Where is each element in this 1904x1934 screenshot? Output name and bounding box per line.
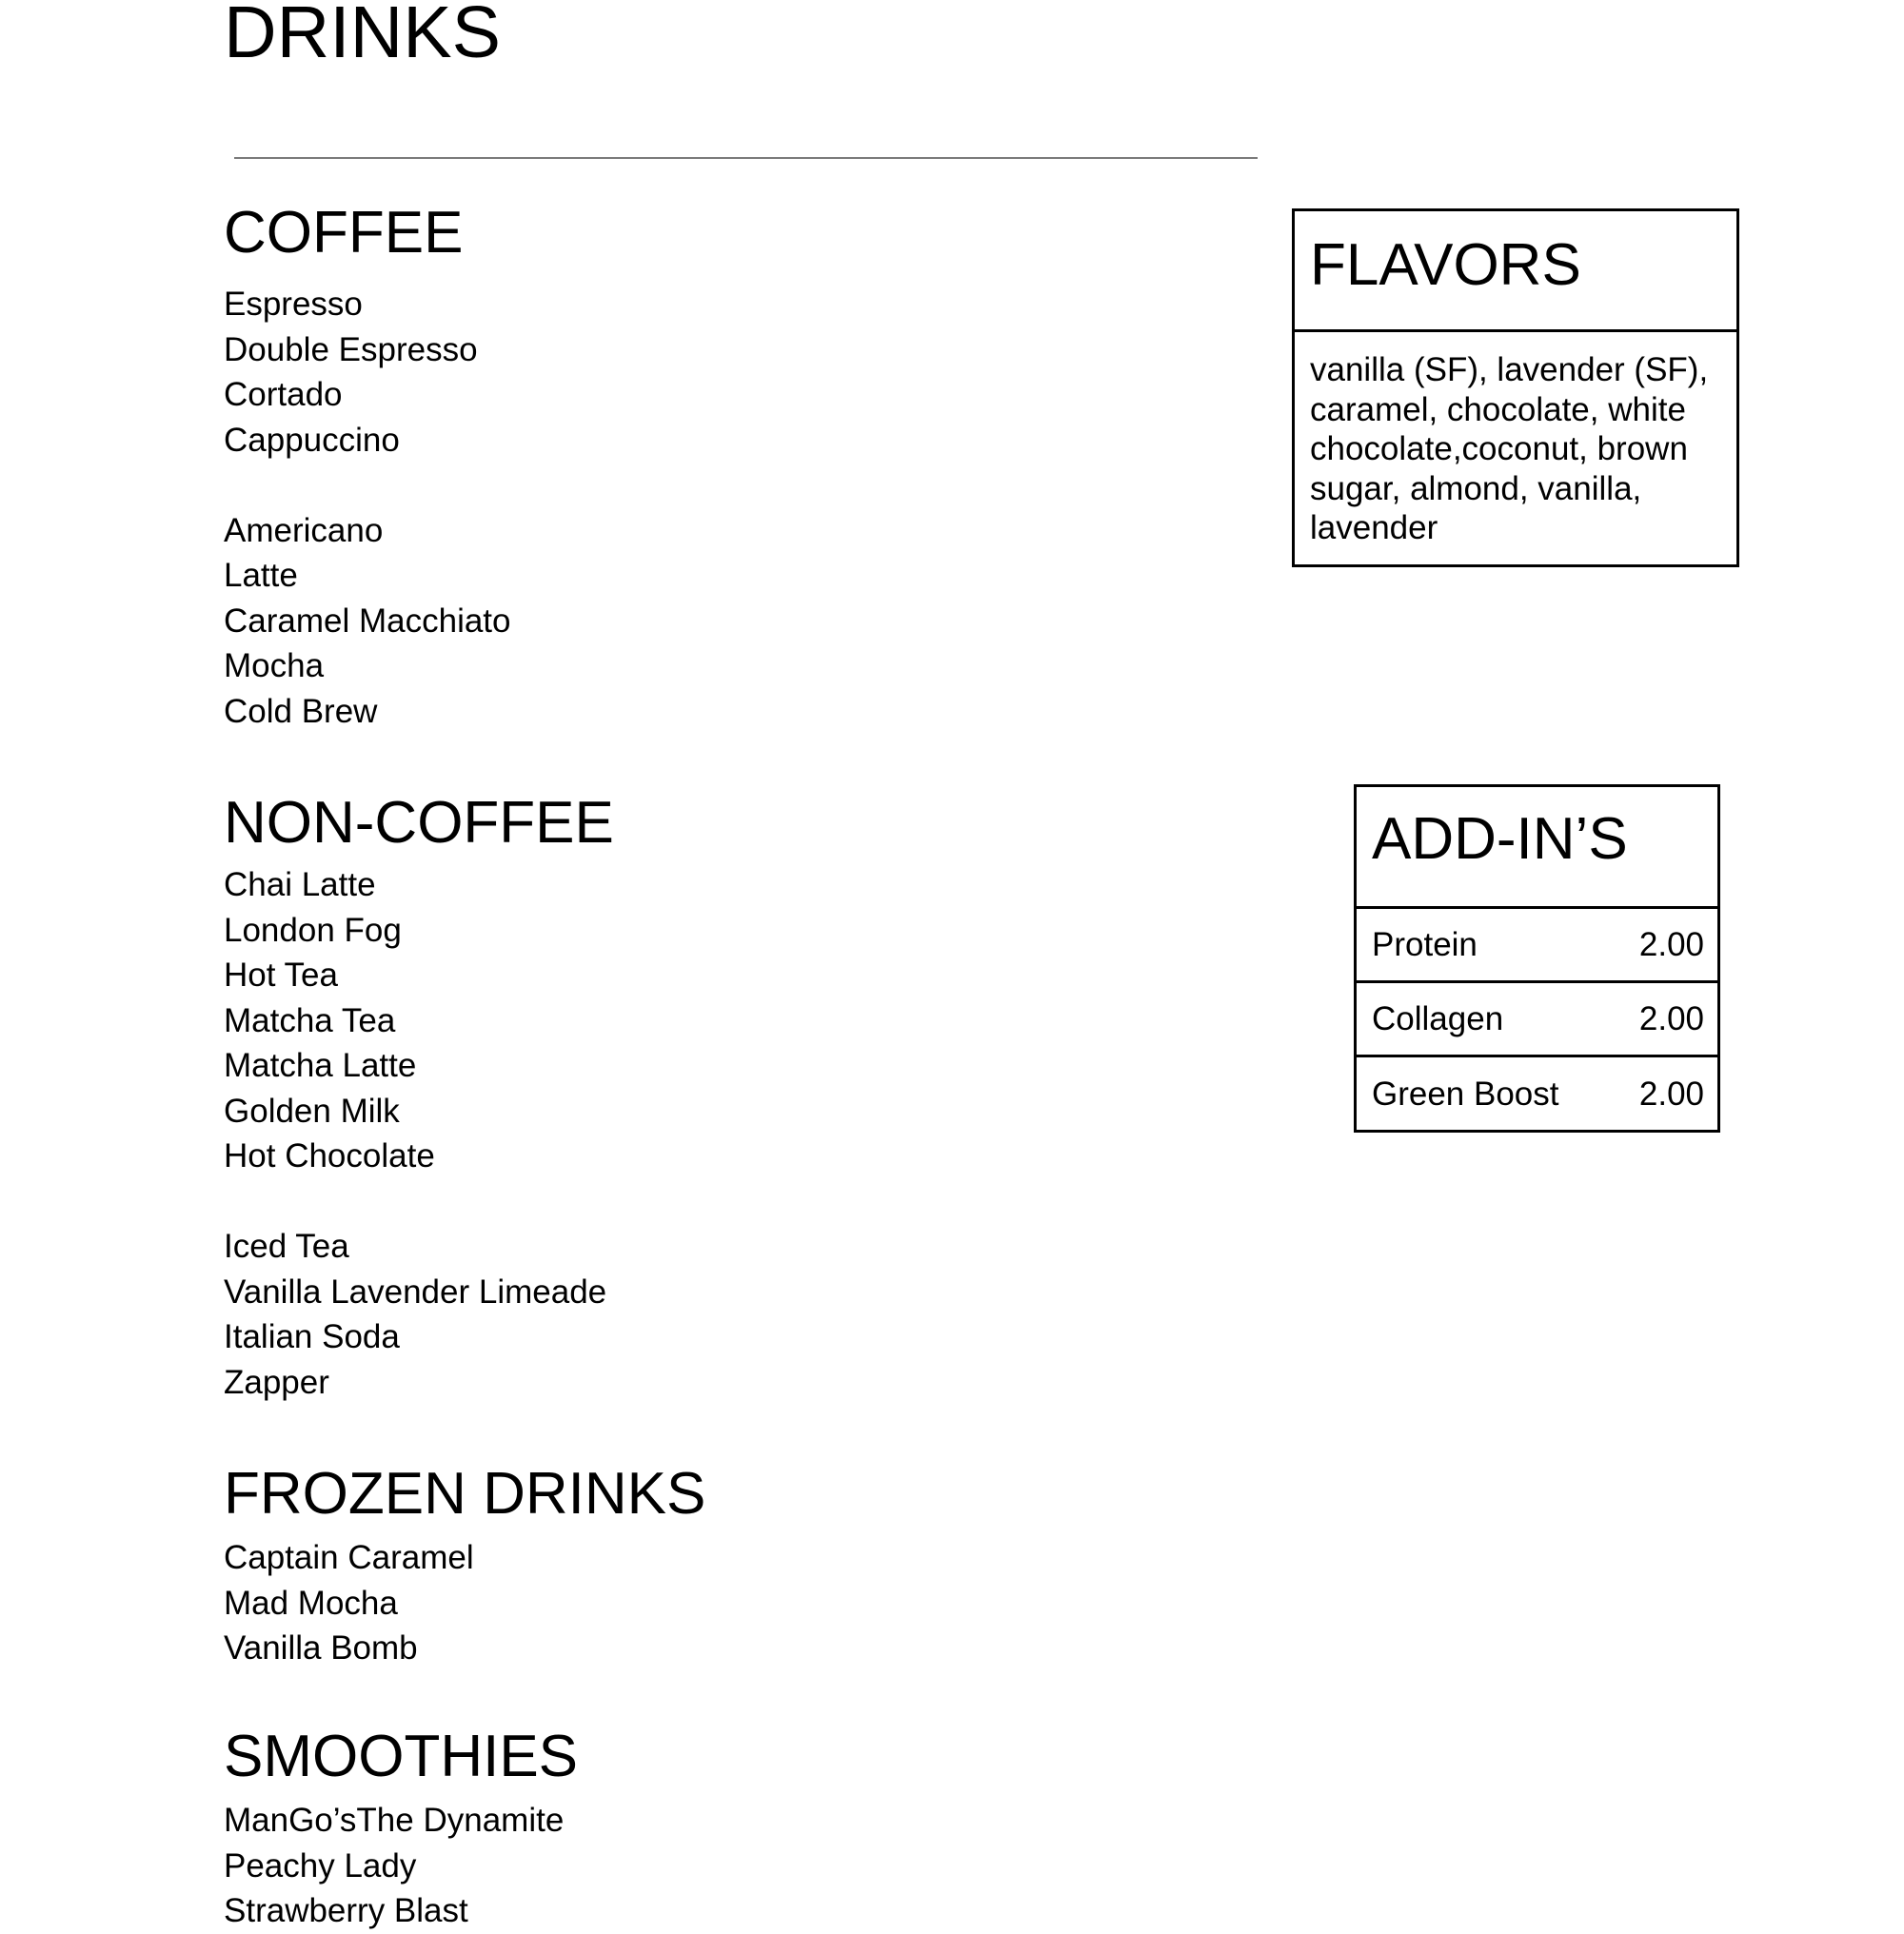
menu-item: Iced Tea	[224, 1228, 349, 1265]
menu-item: Hot Tea	[224, 957, 338, 994]
coffee-section	[224, 200, 511, 734]
flavors-text: vanilla (SF), lavender (SF), caramel, chocolate, white chocolate,coconut, brown sugar, almond, vanilla, lavender	[1310, 351, 1709, 546]
menu-item: Golden Milk	[224, 1092, 400, 1130]
title-divider	[234, 157, 1258, 159]
addin-name: Green Boost	[1372, 1076, 1559, 1113]
addins-heading: ADD-IN’S	[1372, 806, 1628, 872]
menu-item: Strawberry Blast	[224, 1892, 468, 1929]
addin-price: 2.00	[1638, 999, 1704, 1037]
addins-box	[1354, 784, 1720, 1133]
menu-item: Captain Caramel	[224, 1539, 474, 1576]
addin-name: Collagen	[1372, 999, 1504, 1037]
menu-item: Americano	[224, 511, 384, 549]
menu-item: Hot Chocolate	[224, 1137, 435, 1174]
frozen-list	[224, 1535, 705, 1671]
menu-item: Mad Mocha	[224, 1584, 398, 1622]
menu-item: Cortado	[224, 376, 343, 413]
page-title: DRINKS	[224, 0, 501, 73]
smoothies-heading: SMOOTHIES	[224, 1724, 579, 1789]
menu-item: Cappuccino	[224, 421, 400, 459]
list-spacer	[224, 1179, 614, 1225]
menu-item: Italian Soda	[224, 1318, 400, 1355]
menu-item: Chai Latte	[224, 866, 376, 903]
flavors-box	[1292, 208, 1739, 567]
menu-item: Vanilla Lavender Limeade	[224, 1273, 607, 1311]
addin-price: 2.00	[1638, 925, 1704, 963]
addin-row-collagen	[1357, 983, 1717, 1057]
addin-row-green-boost	[1357, 1057, 1717, 1132]
non-coffee-list	[224, 862, 614, 1405]
menu-item: Matcha Latte	[224, 1047, 417, 1084]
list-spacer	[224, 463, 511, 508]
addin-price: 2.00	[1638, 1076, 1704, 1113]
menu-item: Espresso	[224, 286, 363, 323]
menu-item: Vanilla Bomb	[224, 1629, 418, 1667]
flavors-header	[1295, 211, 1736, 332]
flavors-heading: FLAVORS	[1310, 232, 1581, 298]
frozen-heading: FROZEN DRINKS	[224, 1461, 706, 1527]
smoothies-section	[224, 1724, 579, 1934]
addins-header	[1357, 787, 1717, 909]
addin-name: Protein	[1372, 925, 1478, 963]
menu-item: Peachy Lady	[224, 1846, 417, 1885]
menu-item: ManGo’sThe Dynamite	[224, 1802, 565, 1839]
menu-item: Cold Brew	[224, 692, 378, 730]
menu-item: Latte	[224, 557, 298, 594]
menu-item: Caramel Macchiato	[224, 602, 511, 640]
addin-row-protein	[1357, 909, 1717, 983]
menu-item: London Fog	[224, 911, 402, 949]
coffee-list	[224, 282, 511, 734]
coffee-heading: COFFEE	[224, 200, 464, 266]
menu-item: Matcha Tea	[224, 1001, 396, 1039]
non-coffee-heading: NON-COFFEE	[224, 790, 614, 856]
menu-item: Double Espresso	[224, 330, 478, 368]
menu-item: Mocha	[224, 647, 325, 684]
frozen-section	[224, 1461, 706, 1671]
smoothies-list	[224, 1798, 578, 1934]
non-coffee-section	[224, 790, 614, 1405]
menu-item: Zapper	[224, 1363, 329, 1401]
